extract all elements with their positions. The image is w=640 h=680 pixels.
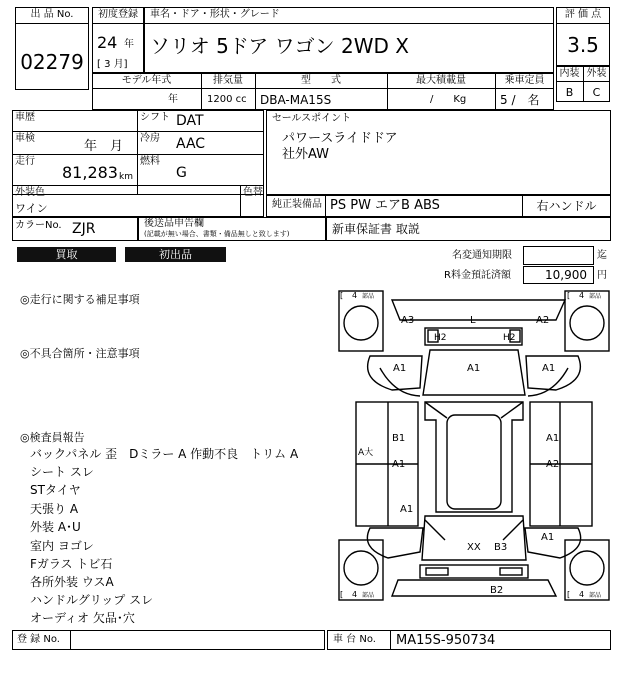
front-bumper-upper xyxy=(420,565,528,578)
mark-rear-left-a1: A1 xyxy=(393,363,407,374)
model-year-label: モデル年式 xyxy=(121,75,172,86)
tire-unit-top-right: 部品 xyxy=(589,293,602,300)
car-name: ソリオ 5ドア ワゴン 2WD X xyxy=(150,34,409,58)
buy-badge: 買取 xyxy=(17,247,116,262)
mark-rear-roof-a1: A1 xyxy=(467,363,481,374)
mark-rear-right-a1: A1 xyxy=(542,363,556,374)
deadline-box xyxy=(523,246,594,265)
inspection-value: 年 月 xyxy=(84,139,124,154)
recycle-value: 10,900 xyxy=(545,268,587,282)
tire-count-bottom-right: 4 xyxy=(579,590,585,599)
inspector-line: シート スレ xyxy=(30,465,94,479)
sales-point-label: セールスポイント xyxy=(272,113,352,124)
mark-front-right-a1: A1 xyxy=(541,532,555,543)
chassis-no: MA15S-950734 xyxy=(396,633,496,648)
post-report-note: (記載が無い場合、書類・備品無しと致します) xyxy=(144,230,290,238)
car-name-label: 車名・ドア・形状・グレード xyxy=(150,9,280,20)
mileage: 81,283 xyxy=(62,163,118,182)
mark-h2-left: H2 xyxy=(434,333,447,343)
color-no: ZJR xyxy=(72,221,96,237)
supplement-label: ◎走行に関する補足事項 xyxy=(20,293,140,306)
svg-text:[: [ xyxy=(567,590,571,599)
inspector-line: 外装 A･U xyxy=(30,520,81,534)
shift-label: シフト xyxy=(140,112,170,123)
max-load-label: 最大積載量 xyxy=(416,75,466,86)
reg-no-label: 登 録 No. xyxy=(17,634,60,645)
score: 3.5 xyxy=(567,33,599,57)
recycle-label: R料金預託済額 xyxy=(444,270,511,281)
tire-top-left xyxy=(344,306,378,340)
tire-count-top-right: 4 xyxy=(579,291,585,300)
svg-text:[: [ xyxy=(340,590,344,599)
tire-box-top-left xyxy=(339,291,383,351)
lot-no: 02279 xyxy=(20,50,84,74)
defect-label: ◎不具合箇所・注意事項 xyxy=(20,347,140,360)
displacement-label: 排気量 xyxy=(213,75,243,86)
mark-h2-right: H2 xyxy=(503,333,516,343)
capacity: 5 / 名 xyxy=(500,93,540,107)
inspection-label: 車検 xyxy=(15,133,35,144)
front-left-fender xyxy=(367,528,423,558)
tire-bottom-right xyxy=(570,551,604,585)
score-label: 評 価 点 xyxy=(564,9,602,20)
tire-label-top-left: [ xyxy=(340,291,344,300)
type: DBA-MA15S xyxy=(260,93,332,107)
roof xyxy=(447,415,501,509)
mark-left-b1: B1 xyxy=(392,433,406,444)
history-label: 車歴 xyxy=(15,112,35,123)
exterior-grade: C xyxy=(592,86,601,99)
displacement: 1200 cc xyxy=(207,94,247,105)
recycle-unit: 円 xyxy=(597,270,607,281)
steering: 右ハンドル xyxy=(536,199,597,213)
mark-left-a-large: A大 xyxy=(358,448,374,458)
ac: AAC xyxy=(176,136,206,152)
tire-unit-bottom-left: 部品 xyxy=(362,592,375,599)
tire-top-right xyxy=(570,306,604,340)
sales-point-2: 社外AW xyxy=(282,147,330,162)
hood xyxy=(422,516,526,560)
mark-bumper-b2: B2 xyxy=(490,585,504,596)
mark-front-left-a1: A1 xyxy=(400,504,414,515)
color: ワイン xyxy=(15,202,48,215)
color-label: 外装色 xyxy=(15,187,45,198)
warranty: 新車保証書 取説 xyxy=(332,222,420,236)
chassis-label: 車 台 No. xyxy=(333,634,376,645)
interior-label: 内装 xyxy=(559,68,580,79)
model-year-unit: 年 xyxy=(168,94,178,105)
shift: DAT xyxy=(176,113,204,129)
mileage-label: 走行 xyxy=(15,156,35,167)
inspector-line: ハンドルグリップ スレ xyxy=(30,593,154,607)
inspector-label: ◎検査員報告 xyxy=(20,431,85,444)
first-reg-label: 初度登録 xyxy=(98,9,138,20)
deadline-label: 名変通知期限 xyxy=(452,250,512,261)
fuel-label: 燃料 xyxy=(140,156,160,167)
capacity-label: 乗車定員 xyxy=(504,75,545,86)
tire-box-top-right xyxy=(565,291,609,351)
reg-year-unit: 年 xyxy=(124,39,134,50)
front-bumper xyxy=(392,580,556,596)
reg-month: [ 3 月] xyxy=(97,59,128,70)
fuel: G xyxy=(176,165,187,181)
reg-year: 24 xyxy=(97,33,118,52)
mark-hood-b3: B3 xyxy=(494,542,508,553)
tire-box-bottom-right xyxy=(565,540,609,600)
ac-label: 冷房 xyxy=(140,133,160,144)
exterior-label: 外装 xyxy=(586,68,607,79)
mark-left-a1: A1 xyxy=(392,459,406,470)
mark-rear-l: L xyxy=(470,315,476,326)
mileage-unit: km xyxy=(119,172,133,182)
inspector-line: Fガラス トビ石 xyxy=(30,557,113,571)
sales-point-1: パワースライドドア xyxy=(282,131,398,146)
color-change-label: 色替 xyxy=(243,187,263,198)
inspector-line: 天張り A xyxy=(30,502,79,516)
first-listing-badge: 初出品 xyxy=(125,247,226,262)
mark-rear-a3: A3 xyxy=(401,315,415,326)
tire-count-top-left: 4 xyxy=(352,291,358,300)
svg-text:[: [ xyxy=(567,291,571,300)
inspector-line: バックパネル 歪 Dミラー A 作動不良 トリム A xyxy=(30,447,299,461)
interior-grade: B xyxy=(565,86,574,99)
lot-no-label: 出 品 No. xyxy=(30,9,74,20)
equipment: PS PW エアB ABS xyxy=(330,198,440,213)
tire-count-bottom-left: 4 xyxy=(352,590,358,599)
post-report-label: 後送品申告欄 xyxy=(144,218,204,229)
mark-right-a2: A2 xyxy=(546,459,560,470)
inspector-line: STタイヤ xyxy=(30,483,81,497)
spec-left-box xyxy=(12,110,264,195)
inspector-line: 各所外装 ウスA xyxy=(30,575,114,589)
car-damage-diagram xyxy=(334,286,614,604)
equipment-label: 純正装備品 xyxy=(272,199,322,210)
type-label: 型 式 xyxy=(301,75,341,86)
deadline-unit: 迄 xyxy=(597,250,607,261)
mark-right-a1: A1 xyxy=(546,433,560,444)
max-load: / Kg xyxy=(430,94,467,105)
tire-unit-top-left: 部品 xyxy=(362,293,375,300)
tire-unit-bottom-right: 部品 xyxy=(589,592,602,599)
tire-bottom-left xyxy=(344,551,378,585)
mark-hood-xx: XX xyxy=(467,542,481,553)
color-no-label: カラーNo. xyxy=(15,220,62,231)
cabin xyxy=(425,402,523,512)
inspector-line: 室内 ヨゴレ xyxy=(30,539,94,553)
inspector-line: オーディオ 欠品･穴 xyxy=(30,611,135,625)
color-box xyxy=(12,185,264,217)
tire-box-bottom-left xyxy=(339,540,383,600)
mark-rear-a2: A2 xyxy=(536,315,550,326)
